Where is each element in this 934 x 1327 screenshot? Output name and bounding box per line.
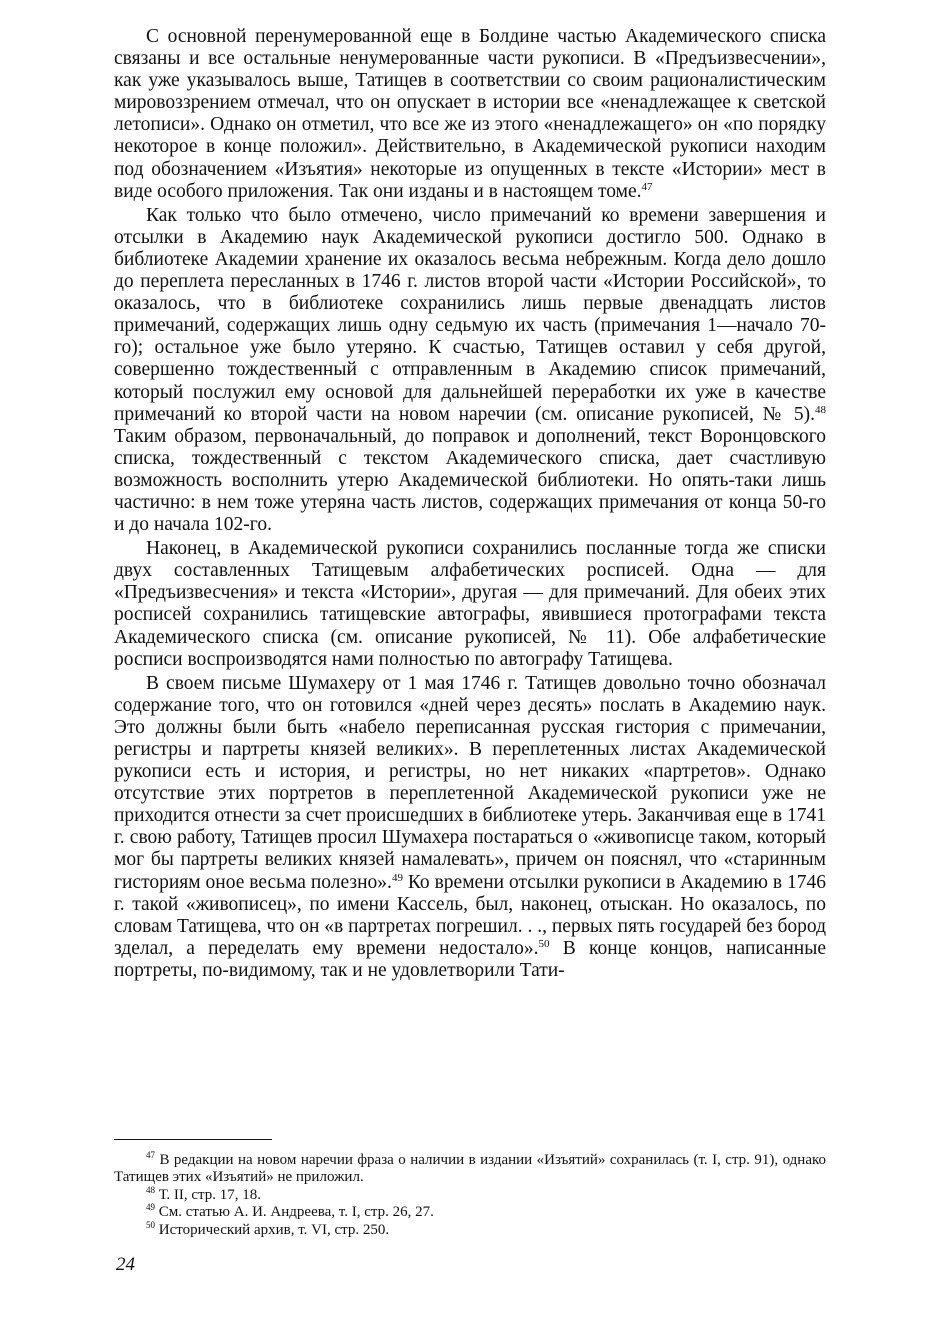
footnote-ref-50: 50 [538, 937, 550, 950]
footnote-47 [114, 1152, 826, 1187]
paragraph-text: Наконец, в Академической рукописи сохранились посланные тогда же списки двух составленных Татищевым алфабетических росписей. Одна — для «Предъизвесчения» и текста «Истории», другая — для примечаний. Для обеих этих росписей сохранились татищевские автографы, явившиеся протографами текста Академического списка (см. описание рукописей, № 11). Обе алфабетические росписи воспроизводятся нами полностью по автографу Татищева. [114, 538, 826, 670]
footnote-text: См. статью А. И. Андреева, т. I, стр. 26, 27. [158, 1204, 434, 1221]
page-number: 24 [116, 1254, 135, 1275]
footnotes [114, 1152, 826, 1239]
footnote-number: 49 [146, 1202, 155, 1213]
footnote-number: 47 [146, 1150, 155, 1160]
paragraph-3 [114, 538, 826, 671]
paragraph-1 [114, 26, 826, 203]
footnote-number: 50 [146, 1219, 155, 1230]
footnote-divider [114, 1139, 272, 1140]
main-text [114, 26, 826, 984]
footnote-text: Исторический архив, т. VI, стр. 250. [158, 1221, 390, 1238]
paragraph-text: В своем письме Шумахеру от 1 мая 1746 г. Татищев довольно точно обозначал содержание того, что он готовился «дней через десять» послать в Академию наук. Это должны были быть «набело переписанная русская гистория с примечании, регистры и партреты князей великих». В переплетенных листах Академической рукописи есть и история, и регистры, но нет никаких «партретов». Однако отсутствие этих портретов в переплетенной Академической рукописи уже не приходится отнести за счет происшедших в библиотеке утерь. Заканчивая еще в 1741 г. свою работу, Татищев просил Шумахера постараться о «живописце таком, который мог бы партреты великих князей намалевать», причем он пояснял, что «старинным гисториям оное весьма полезно». [114, 672, 826, 893]
paragraph-text: Как только что было отмечено, число примечаний ко времени завершения и отсылки в Академию наук Академической рукописи достигло 500. Однако в библиотеке Академии хранение их оказалось весьма небрежным. Когда дело дошло до переплета пересланных в 1746 г. листов второй части «Истории Российской», то оказалось, что в библиотеке сохранились лишь первые двенадцать листов примечаний, содержащих лишь одну седьмую их часть (примечания 1—начало 70-го); остальное уже было утеряно. К счастью, Татищев оставил у себя другой, совершенно тождественный с отправленным в Академию список примечаний, который послужил ему основой для дальнейшей переработки их уже в качестве примечаний ко второй части на новом наречии (см. описание рукописей, № 5). [114, 204, 826, 425]
footnote-49 [114, 1204, 826, 1221]
footnote-text: В редакции на новом наречии фраза о наличии в издании «Изъятий» сохранилась (т. I, стр. 91), однако Татищев этих «Изъятий» не приложил. [114, 1152, 827, 1186]
footnote-ref-49: 49 [391, 871, 403, 884]
footnote-ref-48: 48 [815, 403, 826, 416]
footnote-number: 48 [146, 1184, 155, 1195]
paragraph-text-continued: Ко времени отсылки рукописи в Академию в 1746 г. такой «живописец», по имени Кассель, был, наконец, отыскан. Но оказалось, по словам Татищева, что он «в партретах погрешил. . ., первых пять государей без бород зделал, а переделать ему времени недостало». [114, 871, 826, 959]
footnote-50 [114, 1219, 826, 1239]
paragraph-2 [114, 205, 826, 536]
paragraph-text: С основной перенумерованной еще в Болдине частью Академического списка связаны и все остальные ненумерованные части рукописи. В «Предъизвесчении», как уже указывалось выше, Татищев в соответствии со своим рационалистическим мировоззрением отмечал, что он опускает в истории все «ненадлежащее к светской летописи». Однако он отметил, что все же из этого «ненадлежащего» он «по порядку некоторое в конце положил». Действительно, в Академической рукописи находим под обозначением «Изъятия» некоторые из опущенных в тексте «Истории» мест в виде особого приложения. Так они изданы и в настоящем томе. [114, 26, 826, 202]
footnote-text: Т. II, стр. 17, 18. [158, 1186, 262, 1203]
paragraph-text-continued: Таким образом, первоначальный, до поправок и дополнений, текст Воронцовского списка, тождественный с текстом Академического списка, дает счастливую возможность восполнить утерю Академической библиотеки. Но опять-таки лишь частично: в нем тоже утеряна часть листов, содержащих примечания от конца 50-го и до начала 102-го. [114, 425, 826, 536]
paragraph-4 [114, 673, 826, 982]
paragraph-text-continued: В конце концов, написанные портреты, по-видимому, так и не удовлетворили Тати- [114, 937, 826, 981]
footnote-48 [114, 1184, 826, 1204]
footnote-ref-47: 47 [641, 180, 653, 193]
